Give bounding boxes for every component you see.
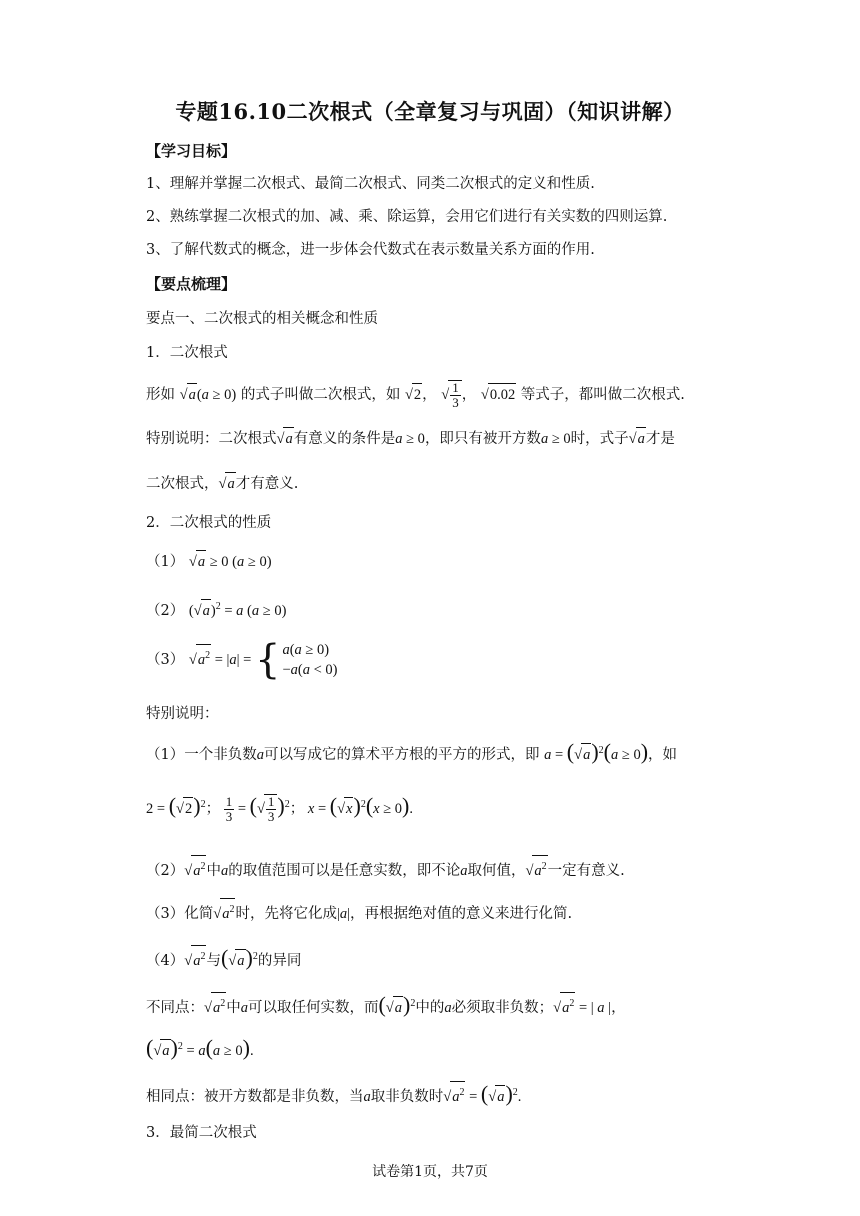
note-item-4: $(4)√a^2$与$(√a)^2$的异同: [146, 944, 302, 970]
property-1: （1） √a ≥ 0 (a ≥ 0): [146, 550, 800, 573]
point-1-heading: 要点一、二次根式的相关概念和性质: [146, 311, 378, 327]
subsection-2: 2．二次根式的性质: [146, 515, 272, 531]
subsection-1: 1．二次根式: [146, 345, 228, 361]
goal-3: 3、了解代数式的概念，进一步体会代数式在表示数量关系方面的作用.: [146, 242, 595, 258]
difference-line: 不同点：$√a^2$中a可以取任何实数，而$(√a)^2$中的a必须取非负数；$√a^2$ = | a |，: [146, 991, 626, 1017]
note-2-heading: 特别说明：: [146, 706, 219, 722]
note-item-1-examples: $2 = (√2)^2$； $\frac{1}{3}$ = (√ $\frac{1}{3}$ )$^2$； $x = (√x)^2(x \ge 0)$.: [146, 792, 413, 824]
note-1-line-2: 二次根式，√a才有意义.: [146, 472, 800, 495]
page-footer: 试卷第1页，共7页: [372, 1164, 488, 1180]
note-item-1: （1）一个非负数a可以写成它的算术平方根的平方的形式，即 $a = (√a)^2(a \ge 0)$，如: [146, 738, 678, 764]
difference-line-2: $(√a)^2 = a(a \ge 0)$.: [146, 1034, 254, 1060]
goal-2: 2、熟练掌握二次根式的加、减、乘、除运算，会用它们进行有关实数的四则运算.: [146, 209, 668, 225]
note-1-line: 特别说明：二次根式√a有意义的条件是a ≥ 0，即只有被开方数a ≥ 0时，式子√a才是: [146, 427, 800, 450]
note-item-3: （3）化简$√a^2$时，先将它化成|a|，再根据绝对值的意义来进行化简.: [146, 898, 800, 925]
subsection-3: 3．最简二次根式: [146, 1125, 257, 1141]
property-3: （3） $√a^2 = |a|$ = { a(a ≥ 0) −a(a < 0): [146, 637, 338, 683]
note-item-2: $(2)√a^2$中a的取值范围可以是任意实数，即不论a取何值，$√a^2$一定有意义.: [146, 855, 800, 882]
goal-1: 1、理解并掌握二次根式、最简二次根式、同类二次根式的定义和性质.: [146, 176, 595, 192]
definition-line: 形如 √a(a ≥ 0) 的式子叫做二次根式，如 √2， √ $\frac{1}{3}$ ， √0.02 等式子，都叫做二次根式.: [146, 380, 685, 410]
points-heading: 【要点梳理】: [146, 275, 237, 293]
page-title: 专题16.10二次根式（全章复习与巩固）（知识讲解）: [175, 99, 685, 124]
goals-heading: 【学习目标】: [146, 142, 237, 160]
property-2: （2） $(√a)^2 = a$ (a ≥ 0): [146, 596, 800, 622]
similarity-line: 相同点：被开方数都是非负数，当a取非负数时$√a^2 = (√a)^2$.: [146, 1080, 522, 1106]
